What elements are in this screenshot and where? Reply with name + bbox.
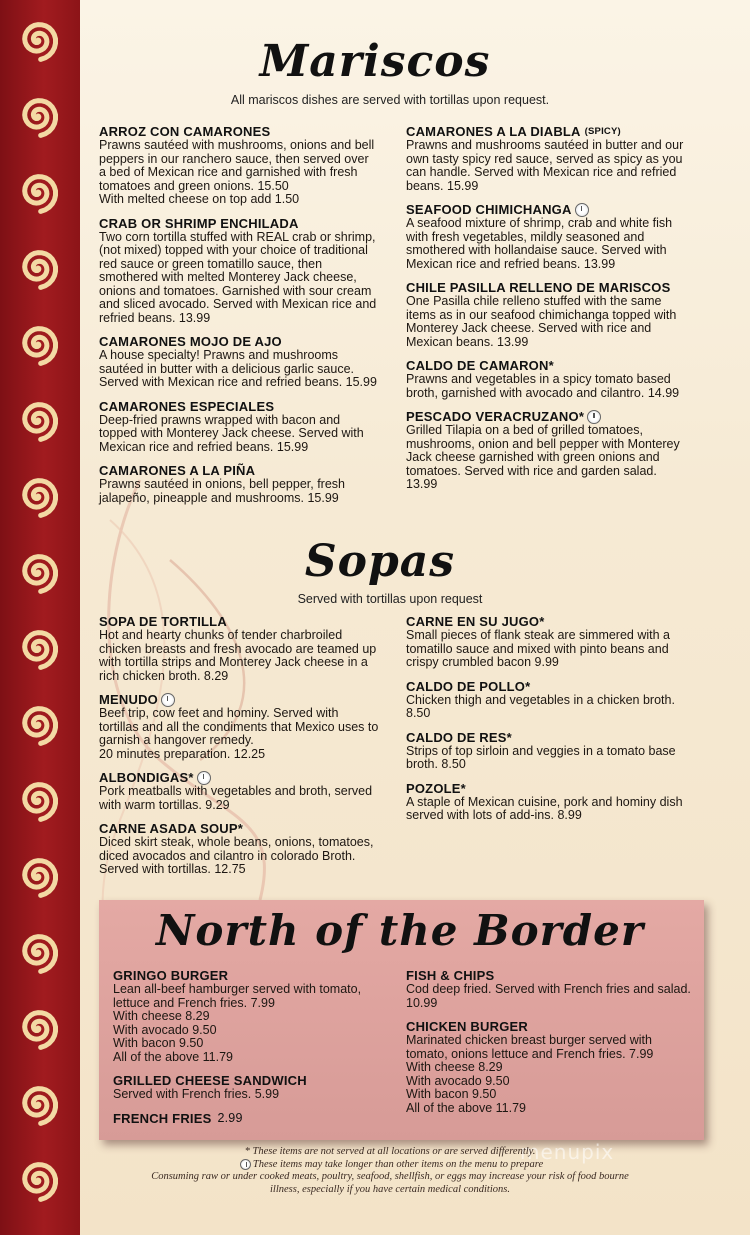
menu-item bbox=[99, 692, 379, 761]
menu-item bbox=[99, 463, 379, 505]
item-name: CAMARONES ESPECIALES bbox=[99, 398, 275, 414]
clock-icon bbox=[575, 203, 589, 217]
item-option: With bacon 9.50 bbox=[113, 1036, 204, 1050]
spiral-icon bbox=[16, 246, 60, 290]
item-name: CRAB OR SHRIMP ENCHILADA bbox=[99, 215, 299, 231]
item-desc: Cod deep fried. Served with French fries and salad. 10.99 bbox=[406, 982, 691, 1010]
item-desc: A staple of Mexican cuisine, pork and hominy dish served with lots of add-ins. 8.99 bbox=[406, 794, 683, 822]
menu-item bbox=[99, 770, 379, 812]
item-name: CHICKEN BURGER bbox=[406, 1019, 528, 1034]
spiral-icon bbox=[16, 398, 60, 442]
item-name: CARNE EN SU JUGO* bbox=[406, 614, 545, 629]
item-name: CHILE PASILLA RELLENO DE MARISCOS bbox=[406, 280, 671, 295]
mariscos-note: All mariscos dishes are served with tortillas upon request. bbox=[230, 93, 550, 107]
item-name-row bbox=[99, 692, 379, 707]
border-right-column bbox=[406, 968, 691, 1124]
spiral-icon bbox=[16, 1082, 60, 1126]
border-left-column bbox=[113, 968, 393, 1135]
item-desc: Prawns and mushrooms sautéed in butter and our own tasty spicy red sauce, served as spicy as you can handle. Served with Mexican rice and refried beans. 15.99 bbox=[406, 138, 684, 193]
spiral-icon bbox=[16, 550, 60, 594]
footer-notes bbox=[100, 1146, 680, 1196]
spiral-icon bbox=[16, 322, 60, 366]
clock-icon bbox=[197, 771, 211, 785]
item-desc: Hot and hearty chunks of tender charbroiled chicken breasts and fresh avocado are teamed up with tortilla strips and Monterey Jack cheese in a rich chicken broth. 8.29 bbox=[99, 628, 377, 683]
mariscos-right-column bbox=[406, 124, 691, 501]
watermark: menupix bbox=[520, 1140, 615, 1164]
item-name: SEAFOOD CHIMICHANGA bbox=[406, 202, 572, 217]
menu-item bbox=[113, 968, 393, 1064]
menu-item bbox=[99, 399, 379, 455]
item-price: 2.99 bbox=[217, 1111, 243, 1125]
item-option: With avocado 9.50 bbox=[406, 1073, 510, 1088]
menu-item bbox=[99, 614, 379, 683]
menu-item bbox=[113, 1111, 393, 1126]
sopas-right-column bbox=[406, 614, 691, 832]
sopas-note: Served with tortillas upon request bbox=[297, 592, 483, 606]
item-name: FRENCH FRIES bbox=[113, 1110, 212, 1126]
clock-icon bbox=[587, 410, 601, 424]
item-name: MENUDO bbox=[99, 692, 158, 707]
item-name: CAMARONES MOJO DE AJO bbox=[99, 334, 282, 349]
mariscos-left-column bbox=[99, 124, 379, 514]
item-desc: Lean all-beef hamburger served with tomato, lettuce and French fries. 7.99 bbox=[113, 982, 362, 1010]
item-name: POZOLE* bbox=[406, 780, 466, 796]
item-name: GRINGO BURGER bbox=[113, 968, 229, 983]
footer-line: * These items are not served at all locations or are served differently. bbox=[244, 1146, 536, 1157]
item-option: With avocado 9.50 bbox=[113, 1022, 217, 1037]
menu-item bbox=[99, 821, 379, 877]
menu-item bbox=[99, 216, 379, 326]
item-desc: Beef trip, cow feet and hominy. Served with tortillas and all the condiments that Mexico uses to garnish a hangover remedy. bbox=[99, 706, 379, 747]
item-name: CARNE ASADA SOUP* bbox=[99, 821, 244, 836]
item-option: With bacon 9.50 bbox=[406, 1087, 497, 1101]
section-title-sopas: Sopas bbox=[304, 536, 456, 587]
item-desc: Prawns sautéed in onions, bell pepper, fresh jalapeño, pineapple and mushrooms. 15.99 bbox=[99, 477, 345, 505]
menu-item bbox=[99, 334, 379, 390]
spiral-icon bbox=[16, 1006, 60, 1050]
item-name: PESCADO VERACRUZANO* bbox=[406, 409, 585, 424]
menu-item bbox=[406, 280, 691, 349]
item-option: All of the above 11.79 bbox=[406, 1100, 526, 1115]
spiral-icon bbox=[16, 702, 60, 746]
spiral-icon bbox=[16, 778, 60, 822]
item-desc: Chicken thigh and vegetables in a chicken broth. 8.50 bbox=[406, 692, 675, 720]
spiral-icon bbox=[16, 474, 60, 518]
footer-line: These items may take longer than other items on the menu to prepare bbox=[252, 1158, 544, 1170]
item-option: With cheese 8.29 bbox=[406, 1060, 503, 1074]
item-desc: A seafood mixture of shrimp, crab and white fish with fresh vegetables, mildly seasoned and smothered with hollandaise sauce. Served with Mexican rice and refried beans. 13.99 bbox=[406, 216, 673, 271]
menu-item bbox=[99, 124, 379, 207]
item-extra: 20 minutes preparation. 12.25 bbox=[99, 746, 266, 761]
menu-item bbox=[406, 124, 691, 193]
spiral-icon bbox=[16, 18, 60, 62]
item-desc: A house specialty! Prawns and mushrooms sautéed in butter with a delicious garlic sauce. Served with Mexican rice and refried beans. 15.99 bbox=[99, 348, 377, 389]
item-name: CAMARONES A LA DIABLA bbox=[406, 124, 581, 139]
item-name: GRILLED CHEESE SANDWICH bbox=[113, 1073, 307, 1088]
spiral-icon bbox=[16, 94, 60, 138]
item-desc: Strips of top sirloin and veggies in a tomato base broth. 8.50 bbox=[406, 743, 676, 771]
sopas-left-column bbox=[99, 614, 379, 886]
menu-item bbox=[406, 202, 691, 271]
item-name: CALDO DE RES* bbox=[406, 729, 512, 745]
spiral-icon bbox=[16, 930, 60, 974]
item-desc: Diced skirt steak, whole beans, onions, tomatoes, diced avocados and cilantro in colorado Broth. Served with tortillas. 12.75 bbox=[99, 835, 374, 876]
item-desc: Deep-fried prawns wrapped with bacon and topped with Monterey Jack cheese. Served with Mexican rice and refried beans. 15.99 bbox=[99, 412, 364, 454]
clock-icon bbox=[161, 693, 175, 707]
menu-item bbox=[406, 614, 691, 670]
section-title-north-of-border: North of the Border bbox=[156, 906, 644, 955]
item-name: ALBONDIGAS* bbox=[99, 770, 194, 785]
item-option: With cheese 8.29 bbox=[113, 1009, 210, 1023]
item-desc: Marinated chicken breast burger served with tomato, onions lettuce and French fries. 7.99 bbox=[406, 1033, 654, 1061]
menu-item bbox=[406, 1019, 691, 1115]
item-desc: Grilled Tilapia on a bed of grilled tomatoes, mushrooms, onion and bell pepper with Monterey Jack cheese garnished with green onions and tomatoes. Served with rice and garden salad. 13.99 bbox=[406, 423, 680, 491]
item-desc: Pork meatballs with vegetables and broth, served with warm tortillas. 9.29 bbox=[99, 784, 373, 812]
item-desc: Prawns sautéed with mushrooms, onions and bell peppers in our ranchero sauce, then served over a bed of Mexican rice and garnished with fresh tomatoes and green onions. 15.50 bbox=[99, 138, 375, 193]
item-name-row bbox=[99, 770, 379, 785]
menu-item bbox=[406, 781, 691, 823]
section-title-mariscos: Mariscos bbox=[259, 36, 491, 87]
item-extra: With melted cheese on top add 1.50 bbox=[99, 192, 300, 206]
spiral-icon bbox=[16, 854, 60, 898]
item-desc: Prawns and vegetables in a spicy tomato based broth, garnished with avocado and cilantro. 14.99 bbox=[406, 372, 680, 400]
item-name-row bbox=[406, 124, 691, 139]
menu-item bbox=[113, 1073, 393, 1102]
spiral-icon bbox=[16, 1158, 60, 1202]
item-desc: Two corn tortilla stuffed with REAL crab or shrimp, (not mixed) topped with your choice of traditional red sauce or green tomatillo sauce, then smothered with melted Monterey Jack cheese, onions and tomatoes. Garnished with sour cream and sliced avocado. Served with Mexican rice and refried beans. 13.99 bbox=[99, 229, 377, 325]
menu-item bbox=[406, 358, 691, 400]
menu-item bbox=[406, 730, 691, 772]
item-desc: Served with French fries. 5.99 bbox=[113, 1087, 280, 1101]
item-name-row bbox=[406, 202, 691, 217]
footer-line: illness, especially if you have certain medical conditions. bbox=[270, 1183, 510, 1195]
spiral-icon bbox=[16, 170, 60, 214]
item-name: FISH & CHIPS bbox=[406, 968, 495, 983]
menu-item bbox=[406, 968, 691, 1010]
item-name: CALDO DE POLLO* bbox=[406, 678, 531, 694]
spicy-tag: (SPICY) bbox=[584, 126, 621, 137]
item-name: ARROZ CON CAMARONES bbox=[99, 124, 271, 139]
footer-line-row bbox=[100, 1159, 680, 1172]
menu-item bbox=[406, 409, 691, 492]
clock-icon bbox=[240, 1159, 251, 1170]
item-name-row bbox=[406, 409, 691, 424]
item-desc: One Pasilla chile relleno stuffed with the same items as in our seafood chimichanga topped with Monterey Jack cheese. Served with rice and Mexican beans. 13.99 bbox=[406, 294, 677, 349]
item-name: SOPA DE TORTILLA bbox=[99, 614, 227, 629]
item-name: CALDO DE CAMARON* bbox=[406, 358, 554, 373]
item-name-row bbox=[113, 1111, 393, 1126]
spiral-icon bbox=[16, 626, 60, 670]
footer-line: Consuming raw or under cooked meats, poultry, seafood, shellfish, or eggs may increase your risk of food bourne bbox=[151, 1171, 629, 1182]
menu-item bbox=[406, 679, 691, 721]
item-name: CAMARONES A LA PIÑA bbox=[99, 463, 256, 478]
item-desc: Small pieces of flank steak are simmered with a tomatillo sauce and mixed with pinto beans and crispy crumbled bacon 9.99 bbox=[406, 628, 670, 669]
item-option: All of the above 11.79 bbox=[113, 1049, 233, 1064]
